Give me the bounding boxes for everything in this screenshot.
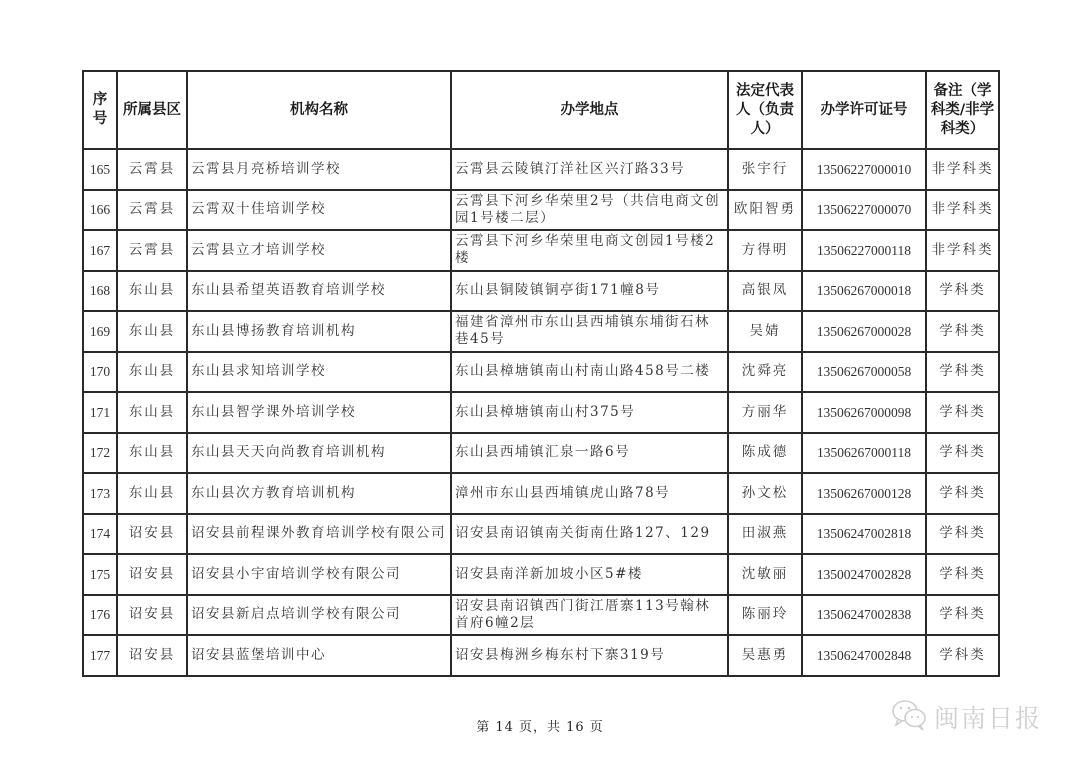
cell-num: 167: [83, 230, 117, 271]
table-row: [83, 595, 999, 636]
cell-address: 诏安县南诏镇西门街江厝寨113号翰林首府6幢2层: [451, 595, 728, 636]
cell-address: 诏安县梅洲乡梅东村下寨319号: [451, 635, 728, 676]
header-num: 序号: [83, 71, 117, 149]
table-row: [83, 271, 999, 312]
cell-note: 学科类: [926, 352, 999, 393]
cell-name: 诏安县小宇宙培训学校有限公司: [187, 554, 451, 595]
header-license: 办学许可证号: [802, 71, 926, 149]
table-row: [83, 392, 999, 433]
cell-license: 13506227000070: [802, 190, 926, 231]
cell-person: 陈成德: [728, 433, 802, 474]
cell-address: 东山县铜陵镇铜亭街171幢8号: [451, 271, 728, 312]
cell-county: 东山县: [117, 271, 187, 312]
cell-note: 学科类: [926, 595, 999, 636]
cell-address: 东山县樟塘镇南山村南山路458号二楼: [451, 352, 728, 393]
cell-num: 165: [83, 149, 117, 190]
table-row: [83, 554, 999, 595]
table-body: [83, 149, 999, 676]
registry-table: [82, 70, 1000, 677]
cell-note: 学科类: [926, 473, 999, 514]
cell-note: 学科类: [926, 514, 999, 555]
cell-license: 13506247002848: [802, 635, 926, 676]
cell-address: 云霄县下河乡华荣里2号（共信电商文创园1号楼二层）: [451, 190, 728, 231]
cell-license: 13506267000028: [802, 311, 926, 352]
cell-name: 东山县求知培训学校: [187, 352, 451, 393]
cell-county: 东山县: [117, 311, 187, 352]
cell-license: 13506227000118: [802, 230, 926, 271]
table-row: [83, 190, 999, 231]
cell-note: 学科类: [926, 392, 999, 433]
header-note: 备注（学科类/非学科类）: [926, 71, 999, 149]
cell-name: 云霄县立才培训学校: [187, 230, 451, 271]
cell-person: 陈丽玲: [728, 595, 802, 636]
table-row: [83, 311, 999, 352]
cell-license: 13506267000118: [802, 433, 926, 474]
cell-county: 诏安县: [117, 514, 187, 555]
cell-num: 174: [83, 514, 117, 555]
cell-address: 云霄县云陵镇汀洋社区兴汀路33号: [451, 149, 728, 190]
cell-county: 诏安县: [117, 554, 187, 595]
cell-num: 170: [83, 352, 117, 393]
cell-note: 学科类: [926, 433, 999, 474]
cell-num: 172: [83, 433, 117, 474]
cell-person: 张宇行: [728, 149, 802, 190]
cell-person: 沈敏丽: [728, 554, 802, 595]
cell-note: 学科类: [926, 554, 999, 595]
cell-note: 学科类: [926, 271, 999, 312]
cell-address: 云霄县下河乡华荣里电商文创园1号楼2楼: [451, 230, 728, 271]
header-name: 机构名称: [187, 71, 451, 149]
cell-note: 学科类: [926, 635, 999, 676]
cell-person: 方得明: [728, 230, 802, 271]
cell-address: 诏安县南洋新加坡小区5#楼: [451, 554, 728, 595]
cell-license: 13506247002818: [802, 514, 926, 555]
table-row: [83, 473, 999, 514]
cell-name: 诏安县前程课外教育培训学校有限公司: [187, 514, 451, 555]
table-row: [83, 149, 999, 190]
table-row: [83, 230, 999, 271]
cell-note: 非学科类: [926, 230, 999, 271]
cell-person: 方丽华: [728, 392, 802, 433]
cell-note: 学科类: [926, 311, 999, 352]
cell-address: 福建省漳州市东山县西埔镇东埔街石林巷45号: [451, 311, 728, 352]
header-county: 所属县区: [117, 71, 187, 149]
cell-license: 13506267000018: [802, 271, 926, 312]
watermark: [890, 700, 1042, 734]
cell-county: 诏安县: [117, 635, 187, 676]
cell-name: 云霄双十佳培训学校: [187, 190, 451, 231]
cell-address: 漳州市东山县西埔镇虎山路78号: [451, 473, 728, 514]
cell-license: 13506247002838: [802, 595, 926, 636]
cell-name: 东山县次方教育培训机构: [187, 473, 451, 514]
cell-num: 176: [83, 595, 117, 636]
cell-person: 田淑燕: [728, 514, 802, 555]
cell-county: 云霄县: [117, 190, 187, 231]
cell-license: 13506227000010: [802, 149, 926, 190]
cell-person: 孙文松: [728, 473, 802, 514]
table-header-row: [83, 71, 999, 149]
cell-person: 沈舜亮: [728, 352, 802, 393]
watermark-text: 闽南日报: [934, 704, 1043, 733]
cell-license: 13506267000098: [802, 392, 926, 433]
cell-county: 云霄县: [117, 230, 187, 271]
cell-county: 东山县: [117, 473, 187, 514]
cell-county: 东山县: [117, 433, 187, 474]
table-row: [83, 433, 999, 474]
cell-num: 171: [83, 392, 117, 433]
page-number: 第 14 页，共 16 页: [476, 720, 604, 735]
cell-num: 175: [83, 554, 117, 595]
wechat-icon: [890, 698, 930, 736]
cell-name: 诏安县蓝堡培训中心: [187, 635, 451, 676]
table-row: [83, 352, 999, 393]
cell-address: 东山县西埔镇汇泉一路6号: [451, 433, 728, 474]
cell-person: 吴惠勇: [728, 635, 802, 676]
cell-county: 东山县: [117, 392, 187, 433]
cell-num: 166: [83, 190, 117, 231]
cell-name: 东山县天天向尚教育培训机构: [187, 433, 451, 474]
cell-license: 13500247002828: [802, 554, 926, 595]
cell-num: 169: [83, 311, 117, 352]
cell-license: 13506267000058: [802, 352, 926, 393]
cell-note: 非学科类: [926, 149, 999, 190]
cell-name: 诏安县新启点培训学校有限公司: [187, 595, 451, 636]
cell-note: 非学科类: [926, 190, 999, 231]
cell-person: 吴婧: [728, 311, 802, 352]
cell-address: 东山县樟塘镇南山村375号: [451, 392, 728, 433]
cell-county: 云霄县: [117, 149, 187, 190]
cell-county: 诏安县: [117, 595, 187, 636]
cell-name: 东山县智学课外培训学校: [187, 392, 451, 433]
cell-person: 高银凤: [728, 271, 802, 312]
table-row: [83, 514, 999, 555]
cell-county: 东山县: [117, 352, 187, 393]
cell-name: 云霄县月亮桥培训学校: [187, 149, 451, 190]
cell-num: 168: [83, 271, 117, 312]
cell-address: 诏安县南诏镇南关街南仕路127、129: [451, 514, 728, 555]
table-row: [83, 635, 999, 676]
cell-num: 177: [83, 635, 117, 676]
header-address: 办学地点: [451, 71, 728, 149]
cell-license: 13506267000128: [802, 473, 926, 514]
cell-person: 欧阳智勇: [728, 190, 802, 231]
cell-num: 173: [83, 473, 117, 514]
cell-name: 东山县博扬教育培训机构: [187, 311, 451, 352]
cell-name: 东山县希望英语教育培训学校: [187, 271, 451, 312]
header-person: 法定代表人（负责人）: [728, 71, 802, 149]
